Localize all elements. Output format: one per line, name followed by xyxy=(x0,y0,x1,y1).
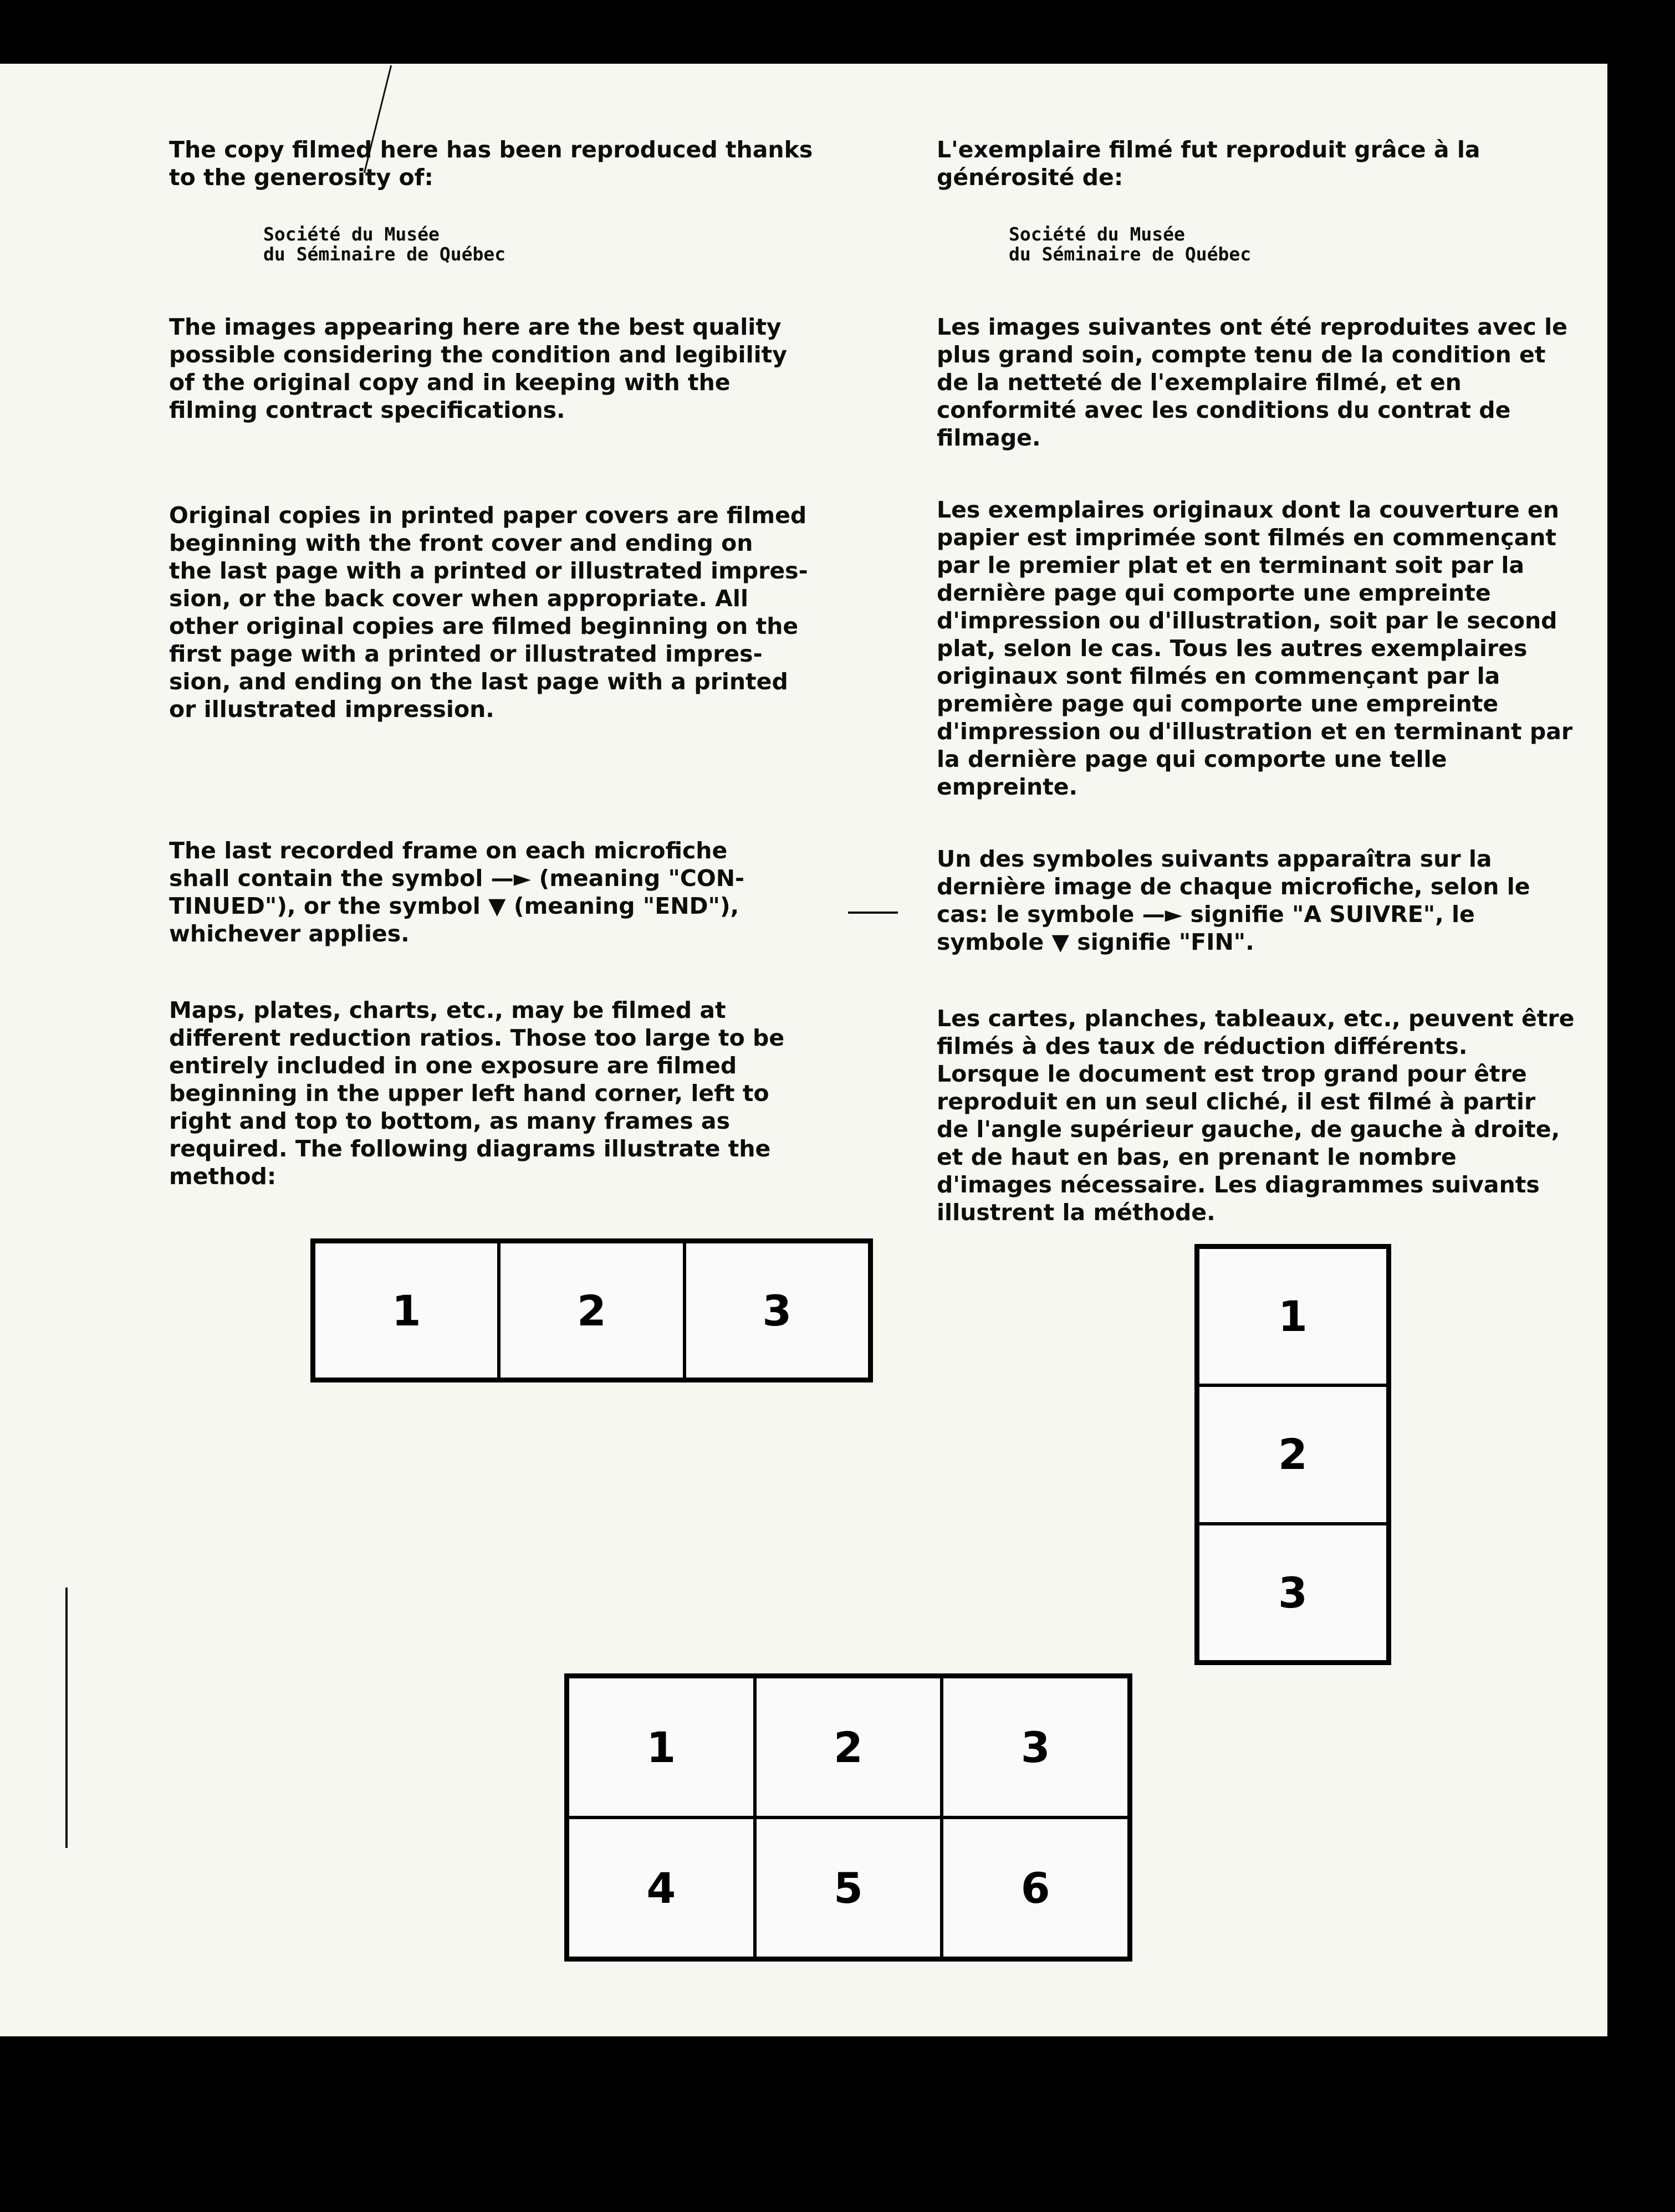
frame-cell: 3 xyxy=(1198,1524,1388,1662)
frame-cell: 2 xyxy=(755,1677,942,1817)
frame-cell: 2 xyxy=(499,1242,684,1379)
english-symbols-note: The last recorded frame on each microfiche shall contain the symbol —► (meaning "CON- TINUED"), or the symbol ▼ (meaning "END"), whichever applies. xyxy=(169,837,745,947)
document-page xyxy=(0,64,1607,2036)
french-originals-note: Les exemplaires originaux dont la couverture en papier est imprimée sont filmés en commençant par le premier plat et en terminant soit par la dernière page qui comporte une empreinte d'impression ou d'illustration, soit par le second plat, selon le cas. Tous les autres exemplaires originaux sont filmés en commençant par la première page qui comporte une empreinte d'impression ou d'illustration et en terminant par la dernière page qui comporte une telle empreinte. xyxy=(937,496,1573,800)
frame-cell: 4 xyxy=(568,1817,755,1958)
french-library-name: Société du Musée du Séminaire de Québec xyxy=(1009,223,1252,265)
frame-cell: 5 xyxy=(755,1817,942,1958)
diagram-vertical xyxy=(1194,1244,1391,1665)
frame-cell: 2 xyxy=(1198,1385,1388,1523)
frame-cell: 1 xyxy=(568,1677,755,1817)
french-maps-note: Les cartes, planches, tableaux, etc., peuvent être filmés à des taux de réduction différents. Lorsque le document est trop grand pour être reproduit en un seul cliché, il est filmé à partir de l'angle supérieur gauche, de gauche à droite, et de haut en bas, en prenant le nombre d'images nécessaire. Les diagrammes suivants illustrent la méthode. xyxy=(937,1005,1575,1226)
frame-cell: 1 xyxy=(1198,1247,1388,1385)
english-maps-note: Maps, plates, charts, etc., may be filmed at different reduction ratios. Those too large to be entirely included in one exposure are filmed beginning in the upper left hand corner, left to right and top to bottom, as many frames as required. The following diagrams illustrate the method: xyxy=(169,997,785,1190)
frame-cell: 1 xyxy=(314,1242,499,1379)
english-originals-note: Original copies in printed paper covers are filmed beginning with the front cover and ending on the last page with a printed or illustrated impres- sion, or the back cover when appropriate. All other original copies are filmed beginning on the first page with a printed or illustrated impres- sion, and ending on the last page with a printed or illustrated impression. xyxy=(169,502,808,723)
english-intro: The copy filmed here has been reproduced thanks to the generosity of: xyxy=(169,136,813,191)
frame-cell: 3 xyxy=(685,1242,870,1379)
english-column xyxy=(169,136,856,1190)
frame-cell: 6 xyxy=(942,1817,1129,1958)
scan-line xyxy=(65,1588,68,1848)
french-column xyxy=(937,136,1602,1226)
frame-cell: 3 xyxy=(942,1677,1129,1817)
diagram-grid xyxy=(564,1673,1132,1962)
french-intro: L'exemplaire filmé fut reproduit grâce à la générosité de: xyxy=(937,136,1480,191)
french-quality-note: Les images suivantes ont été reproduites avec le plus grand soin, compte tenu de la condition et de la netteté de l'exemplaire filmé, et en conformité avec les conditions du contrat de filmage. xyxy=(937,314,1567,451)
english-quality-note: The images appearing here are the best quality possible considering the condition and legibility of the original copy and in keeping with the filming contract specifications. xyxy=(169,314,788,423)
diagram-horizontal xyxy=(310,1238,873,1383)
french-symbols-note: Un des symboles suivants apparaîtra sur la dernière image de chaque microfiche, selon le cas: le symbole —► signifie "A SUIVRE", le symbole ▼ signifie "FIN". xyxy=(937,846,1530,955)
english-library-name: Société du Musée du Séminaire de Québec xyxy=(263,223,506,265)
